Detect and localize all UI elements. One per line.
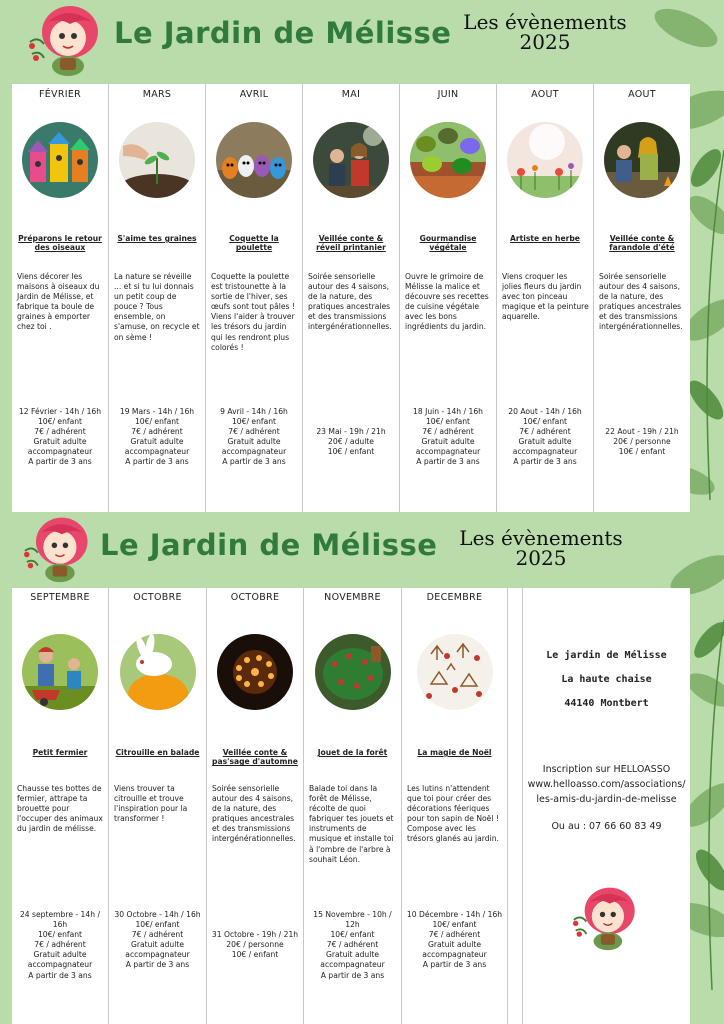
seedling-photo bbox=[119, 122, 195, 198]
event-title: La magie de Noël bbox=[417, 748, 492, 757]
contact-block bbox=[523, 588, 690, 956]
phone-number: Ou au : 07 66 60 83 49 bbox=[551, 821, 662, 832]
event-column bbox=[304, 588, 402, 1024]
mascot-logo bbox=[570, 884, 644, 952]
painted-eggs-photo bbox=[216, 122, 292, 198]
site-title: Le Jardin de Mélisse bbox=[100, 528, 438, 562]
event-description: Soirée sensorielle autour des 4 saisons, de la nature, des pratiques ancestrales et des transmissions intergénérationnelles. bbox=[212, 784, 296, 844]
event-column bbox=[402, 588, 508, 1024]
spacer-column bbox=[508, 588, 523, 1024]
event-month: AOUT bbox=[531, 89, 559, 100]
address-city: 44140 Montbert bbox=[564, 698, 649, 709]
event-description: Chausse tes bottes de fermier, attrape ta brouette pour l'occuper des animaux du jardin de mélisse. bbox=[17, 784, 103, 834]
events-title bbox=[454, 528, 628, 568]
kids-wheelbarrow-photo bbox=[22, 634, 98, 710]
event-month: AVRIL bbox=[239, 89, 269, 100]
event-month: MARS bbox=[142, 89, 172, 100]
events-title-line1: Les évènements bbox=[459, 526, 623, 550]
event-schedule-prices: 22 Aout - 19h / 21h 20€ / personne 10€ / enfant bbox=[605, 427, 679, 457]
event-title: Artiste en herbe bbox=[510, 234, 580, 243]
event-title: Citrouille en balade bbox=[115, 748, 200, 757]
campfire-photo bbox=[604, 122, 680, 198]
event-column bbox=[303, 84, 400, 512]
events-title-year: 2025 bbox=[519, 30, 571, 54]
mascot-logo bbox=[26, 2, 108, 78]
events-panel-top bbox=[12, 84, 690, 512]
event-title: Veillée conte & farandole d'été bbox=[609, 234, 675, 253]
event-column bbox=[594, 84, 690, 512]
event-title: Préparons le retour des oiseaux bbox=[18, 234, 102, 253]
event-title: Jouet de la forêt bbox=[317, 748, 388, 757]
event-schedule-prices: 18 Juin - 14h / 16h 10€/ enfant 7€ / adhérent Gratuit adulte accompagnateur A partir de 3 ans bbox=[413, 407, 483, 467]
birdhouses-photo bbox=[22, 122, 98, 198]
event-description: Balade toi dans la forêt de Mélisse, récolte de quoi fabriquer tes jouets et instruments de musique et installe toi à l'ombre de l'arbre à souhait Léon. bbox=[309, 784, 394, 864]
event-title: Gourmandise végétale bbox=[419, 234, 477, 253]
herbs-bowls-photo bbox=[410, 122, 486, 198]
event-schedule-prices: 10 Décembre - 14h / 16h 10€/ enfant 7€ / adhérent Gratuit adulte accompagnateur A partir de 3 ans bbox=[406, 910, 503, 970]
event-month: DECEMBRE bbox=[426, 592, 483, 603]
event-column bbox=[109, 588, 207, 1024]
event-schedule-prices: 19 Mars - 14h / 16h 10€/ enfant 7€ / adhérent Gratuit adulte accompagnateur A partir de 3 ans bbox=[119, 407, 195, 467]
event-month: OCTOBRE bbox=[133, 592, 182, 603]
event-description: Ouvre le grimoire de Mélisse la malice et découvre ses recettes de cuisine végétale avec les bons ingrédients du jardin. bbox=[405, 272, 489, 332]
address-street: La haute chaise bbox=[561, 674, 652, 685]
event-description: Viens trouver ta citrouille et trouve l'inspiration pour la transformer ! bbox=[114, 784, 188, 824]
inscription-label: Inscription sur HELLOASSO bbox=[542, 764, 671, 775]
event-column bbox=[206, 84, 303, 512]
storytelling-photo bbox=[313, 122, 389, 198]
org-name: Le jardin de Mélisse bbox=[546, 650, 667, 661]
event-month: OCTOBRE bbox=[230, 592, 280, 603]
inscription-block bbox=[523, 762, 690, 834]
event-month: SEPTEMBRE bbox=[30, 592, 90, 603]
address-block bbox=[523, 644, 690, 716]
event-column bbox=[497, 84, 594, 512]
event-column bbox=[207, 588, 304, 1024]
event-schedule-prices: 9 Avril - 14h / 16h 10€/ enfant 7€ / adhérent Gratuit adulte accompagnateur A partir de 3 ans bbox=[220, 407, 288, 467]
event-description: Viens décorer les maisons à oiseaux du Jardin de Mélisse, et fabrique ta boule de graines à emporter chez toi . bbox=[17, 272, 100, 332]
watercolor-flowers-photo bbox=[507, 122, 583, 198]
event-schedule-prices: 20 Aout - 14h / 16h 10€/ enfant 7€ / adhérent Gratuit adulte accompagnateur A partir de 3 ans bbox=[508, 407, 582, 467]
event-title: Coquette la poulette bbox=[229, 234, 279, 253]
event-schedule-prices: 12 Février - 14h / 16h 10€/ enfant 7€ / adhérent Gratuit adulte accompagnateur A partir de 3 ans bbox=[18, 407, 102, 467]
event-schedule-prices: 30 Octobre - 14h / 16h 10€/ enfant 7€ / adhérent Gratuit adulte accompagnateur A partir de 3 ans bbox=[114, 910, 201, 970]
event-schedule-prices: 24 septembre - 14h / 16h 10€/ enfant 7€ / adhérent Gratuit adulte accompagnateur A partir de 3 ans bbox=[19, 910, 101, 980]
event-month: MAI bbox=[341, 89, 361, 100]
candles-photo bbox=[217, 634, 293, 710]
helloasso-link[interactable]: www.helloasso.com/associations/ bbox=[527, 779, 686, 790]
event-title: Veillée conte & réveil printanier bbox=[316, 234, 386, 253]
helloasso-link-path[interactable]: les-amis-du-jardin-de-melisse bbox=[536, 794, 677, 805]
event-month: FÉVRIER bbox=[38, 89, 82, 100]
event-title: Petit fermier bbox=[32, 748, 88, 757]
rabbit-pumpkin-photo bbox=[120, 634, 196, 710]
event-title: S'aime tes graines bbox=[117, 234, 197, 243]
events-title-line1: Les évènements bbox=[463, 10, 627, 34]
event-column bbox=[400, 84, 497, 512]
mascot-logo bbox=[20, 514, 98, 584]
event-description: Coquette la poulette est tristounette à la sortie de l'hiver, ses œufs sont tout pâles ! Viens l'aider à trouver les trésors du jardin qui les rendront plus colorés ! bbox=[211, 272, 295, 352]
event-column bbox=[12, 84, 109, 512]
event-description: Les lutins n'attendent que toi pour créer des décorations féeriques pour ton sapin de Noël ! Compose avec les trésors glanés au jardin. bbox=[407, 784, 499, 844]
event-schedule-prices: 15 Novembre - 10h / 12h 10€/ enfant 7€ / adhérent Gratuit adulte accompagnateur A partir de 3 ans bbox=[313, 910, 392, 980]
header bbox=[0, 0, 724, 84]
event-month: AOUT bbox=[628, 89, 656, 100]
event-description: Soirée sensorielle autour des 4 saisons, de la nature, des pratiques ancestrales et des transmissions intergénérationnelles. bbox=[308, 272, 392, 332]
events-panel-bottom bbox=[12, 588, 690, 1024]
event-description: Soirée sensorielle autour des 4 saisons, de la nature, des pratiques ancestrales et des transmissions intergénérationnelles. bbox=[599, 272, 683, 332]
forest-craft-photo bbox=[315, 634, 391, 710]
event-column bbox=[109, 84, 206, 512]
christmas-ornaments-photo bbox=[417, 634, 493, 710]
event-description: La nature se réveille ... et si tu lui donnais un petit coup de pouce ? Tous ensemble, on s'amuse, on recycle et on sème ! bbox=[114, 272, 200, 342]
event-schedule-prices: 31 Octobre - 19h / 21h 20€ / personne 10€ / enfant bbox=[211, 930, 299, 960]
header bbox=[0, 512, 724, 596]
event-month: JUIN bbox=[437, 89, 459, 100]
events-title bbox=[458, 12, 632, 52]
event-month: NOVEMBRE bbox=[324, 592, 381, 603]
site-title: Le Jardin de Mélisse bbox=[114, 16, 452, 50]
event-schedule-prices: 23 Mai - 19h / 21h 20€ / adulte 10€ / enfant bbox=[316, 427, 386, 457]
event-title: Veillée conte & pas'sage d'automne bbox=[212, 748, 298, 767]
event-description: Viens croquer les jolies fleurs du jardin avec ton pinceau magique et la peinture aquarelle. bbox=[502, 272, 589, 322]
poster-bottom bbox=[0, 512, 724, 1024]
event-column bbox=[12, 588, 109, 1024]
events-title-year: 2025 bbox=[515, 546, 567, 570]
